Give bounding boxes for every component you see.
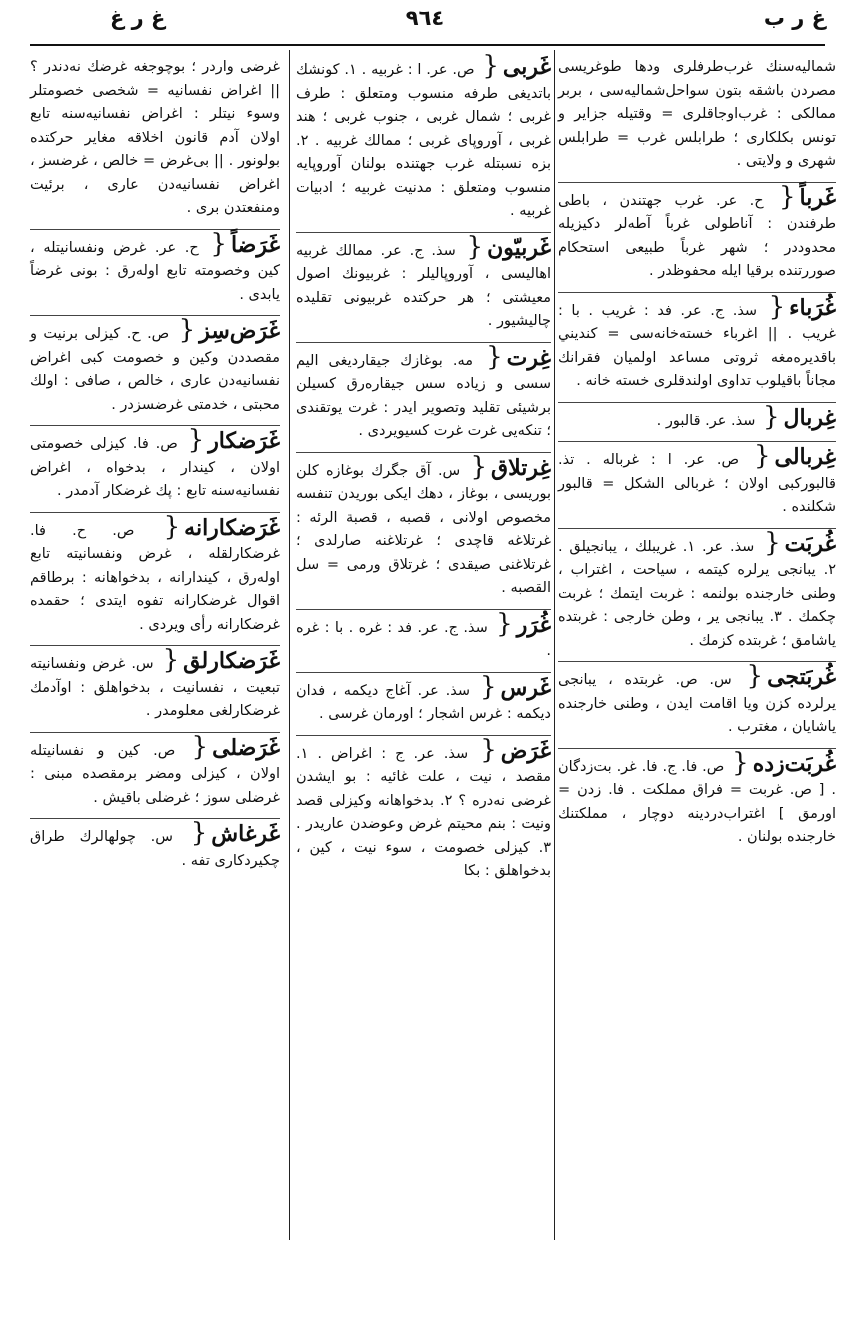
dictionary-entry — [296, 452, 551, 601]
entry-headword: غُرَباء — [789, 294, 836, 321]
entry-headword: غِربال — [783, 404, 836, 431]
entry-continuation — [30, 56, 280, 221]
brace-glyph: { — [210, 228, 227, 259]
dictionary-entry — [558, 292, 836, 394]
entry-definition: ص. عر. ا : غربيه . ١. كونشك باتديغی طرفه منسوب ومتعلق : طرف غربی ؛ شمال غربی ، جنوب غربی ؛ هند غربی ، آوروپای غربی ؛ ممالك غربيه . ٢. بزه نسبتله غرب جهتنده بولنان آوروپايه منسوب ومتعلق : مدنيت غربيه ؛ ادبيات غربيه . — [296, 62, 551, 219]
dictionary-entry — [30, 315, 280, 417]
dictionary-entry — [30, 512, 280, 638]
entry-definition: سذ. ج. عر. ممالك غربيه اهاليسی ، آوروپاليلر : غربيونك اصول معيشتی ؛ هر حركتده غربيونی تقليده چاليشيور . — [296, 242, 551, 329]
entry-continuation — [558, 56, 836, 174]
brace-glyph: { — [764, 527, 781, 558]
entry-definition: شماليه‌سنك غرب‌طرفلری ودها طوغریسی مصردن باشقه بتون سواحل‌شماليه‌سی ، بربر ممالكی : غرب‌اوجاقلری = وقتيله جزاير و تونس بكلكاری ؛ طرابلس غرب = طرابلس شهری و ولايتی . — [558, 59, 836, 169]
entry-headword: غَرَضكارانه — [184, 514, 280, 541]
brace-glyph: { — [187, 425, 205, 455]
dictionary-entry — [30, 818, 280, 873]
dictionary-entry — [558, 528, 836, 654]
entry-definition: سذ. ج. عر. فد : غره . با : غره . — [296, 619, 551, 659]
column-divider — [289, 50, 290, 1240]
dictionary-entry — [296, 735, 551, 884]
brace-glyph: { — [480, 734, 497, 765]
dictionary-entry — [30, 732, 280, 811]
brace-glyph: { — [496, 608, 513, 639]
entry-headword: غِرت — [506, 344, 551, 371]
entry-headword: غَرباً — [799, 184, 837, 211]
dictionary-entry — [30, 425, 280, 504]
brace-glyph: { — [190, 818, 208, 848]
column-divider — [554, 50, 555, 1240]
entry-definition: ح. عر. غرض ونفسانيتله ، كين وخصومته تابع اوله‌رق : بونی غرضاً يابدی . — [30, 239, 280, 303]
column-left — [30, 56, 280, 1236]
dictionary-entry — [296, 672, 551, 727]
entry-headword: غَرَضلی — [212, 734, 281, 761]
entry-headword: غُربَتجی — [767, 664, 837, 690]
entry-headword: غَرَض — [500, 737, 552, 764]
entry-headword: غُرَر — [516, 611, 551, 638]
entry-definition: س. چولهالرك طراق چكيردكاری تفه . — [30, 829, 280, 869]
header-root-left: غ ر غ — [110, 6, 166, 30]
entry-headword: غَربيّون — [487, 234, 552, 261]
brace-glyph: { — [178, 315, 196, 345]
entry-headword: غَرَضكارلق — [183, 648, 281, 674]
entry-headword: غَرَض‌سِز — [199, 318, 281, 344]
brace-glyph: { — [482, 51, 499, 81]
column-right — [558, 56, 836, 1236]
dictionary-entry — [296, 232, 551, 334]
entry-headword: غِرتلاق — [491, 454, 551, 481]
dictionary-entry — [296, 342, 551, 444]
entry-definition: غرضی واردر ؛ بوچوجغه غرضك نه‌دندر ؟ || اغراض نفسانيه = شخصی خصومتلر وسوء نيتلر : اغراض نفسانيه‌سنه تابع اولان آدم قانون اخلاقه مغاير حركتده بولونور . || بی‌غرض = خالص ، غرضسز ، اغراض نفسانيه‌دن عاری ، برئيت ومنفعتدن بری . — [30, 59, 280, 216]
dictionary-entry — [296, 609, 551, 664]
entry-headword: غَرَضاً — [230, 231, 280, 258]
entry-definition: سذ. ج. عر. فد : غريب . با : غريب . || اغرباء خسته‌خانه‌سی = كنديني باقديره‌مغه ثروتی مساعد اولميان فقرانك مجاناً باقيلوب تداوی اولندقلری خسته خانه . — [558, 302, 836, 389]
brace-glyph: { — [746, 661, 764, 691]
entry-definition: ص. ح. فا. غرضكارلقله ، غرض ونفسانيته تابع اوله‌رق ، كيندارانه ، بدخواهانه : برطاقم اقوال غرضكارانه تفوه ايتدی ؛ حقمده غرضكارانه رأی ويردی . — [30, 522, 280, 633]
entry-definition: س. ص. غربتده ، يبانجی يرلرده كزن ويا اقامت ايدن ، وطنی خارجنده ياشايان ، مغترب . — [558, 672, 836, 735]
page-number: ٩٦٤ — [405, 6, 445, 30]
entry-definition: سذ. عر. قالبور . — [656, 412, 756, 429]
entry-definition: ص. عر. ا : غرباله . تذ. قالبوركبی اولان ؛ غربالی الشكل = قالبور شكلنده . — [558, 452, 836, 515]
dictionary-entry — [558, 402, 836, 434]
dictionary-entry — [558, 661, 836, 740]
dictionary-entry — [30, 645, 280, 724]
header-rule — [30, 44, 825, 46]
brace-glyph: { — [162, 645, 180, 675]
entry-definition: سذ. عر. آغاج ديكمه ، فدان ديكمه : غرس اشجار ؛ اورمان غرسی . — [296, 682, 551, 722]
header-root-right: غ ر ب — [763, 6, 826, 30]
page-header — [0, 0, 850, 44]
brace-glyph: { — [470, 451, 488, 482]
entry-definition: ح. عر. غرب جهتندن ، باطی طرفندن : آناطولی غرباً آطه‌لر دكيزيله محدوددر ؛ شهر غرباً طبيعی استحكام صوررتنده برقيا ايله محفوظدر . — [558, 192, 836, 279]
brace-glyph: { — [486, 341, 503, 372]
brace-glyph: { — [163, 511, 181, 542]
entry-headword: غَرس — [500, 674, 552, 701]
dictionary-entry — [296, 51, 551, 224]
entry-definition: س. آق جگرك بوغازه كلن بوريسی ، بوغاز ، دهك ايكی بوريدن تنفسه مخصوص اولانی ، قصبه ، قصبة الرئه : غرتلاغه قاچدی ؛ غرتلاغنه صارلدی ؛ غرتلاغنی صيقدی ؛ غرتلاق ورمی = سل القصبه . — [296, 462, 551, 596]
entry-definition: س. غرض ونفسانيته تبعيت ، نفسانيت ، بدخواهلق : اوآدمك غرضكارلغی معلومدر . — [30, 656, 280, 719]
column-middle — [296, 51, 552, 1236]
brace-glyph: { — [762, 401, 780, 432]
brace-glyph: { — [191, 731, 209, 762]
entry-headword: غُربَت — [784, 530, 837, 557]
entry-definition: ص. فا. ج. فا. غر. بت‌زدگان . [ ص. غربت = فراق مملكت . فا. زدن = اورمق ] اغتراب‌دردينه دوچار ، مملكتنك خارجنده بولنان . — [558, 758, 836, 845]
dictionary-entry — [558, 182, 836, 284]
brace-glyph: { — [778, 181, 796, 212]
brace-glyph: { — [466, 231, 484, 262]
dictionary-entry — [30, 229, 280, 308]
entry-headword: غَرَضكار — [208, 428, 280, 454]
entry-definition: ص. فا. كيزلی خصومتی اولان ، كيندار ، بدخواه ، اغراض نفسانيه‌سنه تابع : پك غرضكار آدمدر . — [30, 436, 280, 499]
dictionary-entry — [558, 748, 836, 850]
entry-headword: غِربالی — [774, 444, 836, 470]
entry-headword: غَربی — [502, 54, 551, 80]
entry-definition: سذ. عر. ١. غريبلك ، يبانجيلق . ٢. يبانجی يرلره كيتمه ، سياحت ، اغتراب ، وطنی خارجنده بولنمه : غربت ايتمك ؛ غربت چكمك . ٣. يبانجی ير ، وطن خارجی : غربتده ياشامق ؛ غربتده كزمك . — [558, 538, 836, 649]
entry-definition: ص. كين و نفسانيتله اولان ، كيزلی ومضر برمقصده مبنی : غرضلی سوز ؛ غرضلی باقيش . — [30, 742, 280, 806]
brace-glyph: { — [732, 747, 749, 778]
entry-definition: مه. بوغازك جيقارديغی اليم سسی و زياده سس جيقاره‌رق كسيلن برشيئی تقليد وتصوير ايدر : غرت يوتقندی ؛ تنكه‌يی غرت غرت كسيويردی . — [296, 352, 551, 439]
brace-glyph: { — [768, 291, 786, 322]
brace-glyph: { — [479, 671, 497, 702]
brace-glyph: { — [753, 441, 771, 471]
entry-definition: سذ. عر. ج : اغراض . ١. مقصد ، نيت ، علت غائيه : بو ايشدن غرضی نه‌دره ؟ ٢. بدخواهانه وكيزلی قصد ونيت : بنم محيتم غرض وعوضدن عاريدر . ٣. كيزلی خصومت ، سوء نيت ، كين ، بدخواهلق : بكا — [296, 745, 552, 879]
dictionary-entry — [558, 441, 836, 520]
entry-definition: ص. ح. كيزلی برنيت و مقصددن وكين و خصومت كبی اغراض نفسانيه‌دن عاری ، خالص ، صافی : اولك محبتی ، خدمتی غرضسزدر . — [30, 326, 280, 413]
entry-headword: غَرغاش — [211, 821, 280, 847]
entry-headword: غُربَت‌زده — [752, 750, 837, 777]
